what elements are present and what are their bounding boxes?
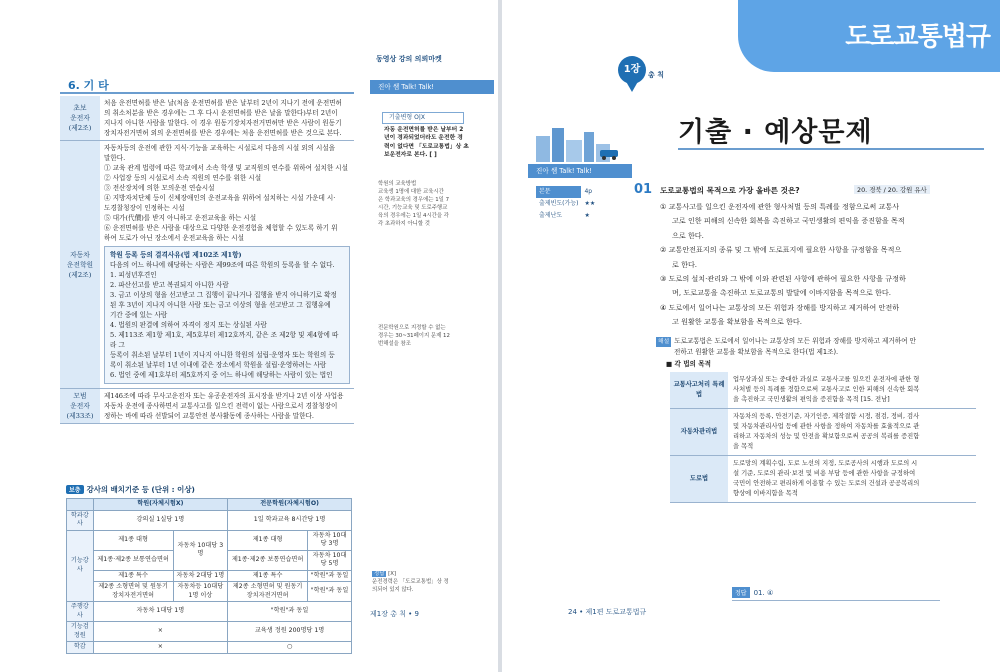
definition-line: 사처벌 등의 특례를 정함으로써 교통사고로 인한 피해의 신속한 회복 [733,386,920,393]
label-line: (제2조) [68,124,92,132]
table-cell: 자동차등 10대당 1명 이상 [173,582,228,602]
table-cell: "학원"과 동일 [308,582,352,602]
subbox-line: 4. 법원의 판결에 의하여 자격이 정지 또는 상실된 사람 [110,321,267,329]
definition-body [728,372,976,409]
definition-line: 자동차의 등록, 안전기준, 자기인증, 제작결함 시정, 점검, 정비, 검사 [733,413,920,420]
note-line: 각 초과하지 아니할 것 [378,221,431,227]
meta-key: 본문 [536,186,581,198]
table-cell: 자동차 10대당 5명 [308,550,352,570]
table-cell: 제1종 특수 [228,570,308,582]
meta-value: ★ [584,212,590,219]
table-cell: × [93,622,227,642]
definition-label: 도로법 [670,456,728,503]
body-line: 하여 도로가 아닌 장소에서 운전교육을 하는 시설 [104,234,244,242]
right-page-footer: 24 • 제1편 도로교통법규 [568,608,647,616]
table-cell: 제1종·제2종 보통연습면허 [93,550,173,570]
definition-line: 리하고 자동차의 성능 및 안전을 확보함으로써 공공의 복리를 증진함 [733,433,920,440]
definition-line: 도로망의 계획수립, 도로 노선의 지정, 도로공사의 시행과 도로의 시 [733,460,918,467]
table-cell: 자동차 10대당 3명 [308,530,352,550]
answer-line: 운전경력은 「도로교통법」상 정 [372,579,449,585]
body-line: ⑥ 운전면허를 받은 사람을 대상으로 다양한 운전경험을 체험할 수 있도록 하기 위 [104,224,338,232]
subbox-line: 5. 제113조 제1항 제1호, 제5호부터 제12호까지, 같은 조 제2항 및 제4항에 따라 그 [110,331,339,349]
law-row-model-driver [60,389,354,424]
note-line: 번해설을 참조 [378,341,411,347]
city-illustration-icon [532,124,622,162]
table-cell: 강의실 1실당 1명 [93,510,227,530]
table-cell: 제2종 소형면허 및 원동기장치자전거면허 [228,582,308,602]
label-line: (제2조) [68,270,92,279]
talk-banner: 진아 쌤 Talk! Talk! [528,164,632,178]
label-line: 운전학원 [66,260,94,269]
label-line: 초보 [73,104,87,112]
definition-line: 을 목적 [733,443,754,450]
note-line: 시간, 기능교육 및 도로주행교 [378,205,448,211]
note-line: 경우는 30~31페이지 문제 12 [378,333,450,339]
question-meta [536,186,598,222]
subbox-line: 된 후 3년이 지나지 아니한 사람 또는 금고 이상의 형을 선고받고 그 집행유예 [110,301,331,309]
row-label: 기능강사 [67,530,94,602]
answer-value: [X] [388,571,397,577]
option-line: ③ 도로의 설치·관리와 그 밖에 이와 관련된 사항에 관하여 필요한 사항을 규정하 [660,274,906,284]
table-cell: 1일 학과교육 8시간당 1명 [228,510,352,530]
ox-line: 년이 경과되었더라도 운전한 경 [384,135,463,142]
row-label: 학과강사 [67,510,94,530]
table-cell: × [93,642,227,654]
definition-line: 향상에 이바지함을 목적 [733,490,798,497]
definition-line: 을 촉진하고 국민생활의 편익을 증진함을 목적 [15. 전남] [733,396,890,403]
table-cell: ○ [228,642,352,654]
note-line: 교육생 1명에 대한 교육시간 [378,189,444,195]
definition-line: 및 자동차관리사업 등에 관한 사항을 정하여 자동차를 효율적으로 관 [733,423,920,430]
note-line: 학원의 교육방법 [378,181,417,187]
definitions-heading: ■ 각 법의 목적 [666,360,711,368]
option-line: ① 교통사고를 일으킨 운전자에 관한 형사처벌 등의 특례를 정함으로써 교통사 [660,202,900,211]
answer-options [660,200,978,330]
table-row [670,456,976,503]
explanation-line: 도로교통법은 도로에서 일어나는 교통상의 모든 위험과 장해를 방지하고 제거하여 안 [674,337,917,345]
meta-value: 4p [584,188,593,195]
law-label [60,141,100,389]
left-page [0,0,498,672]
option-line: 고로 인한 피해의 신속한 회복을 촉진하고 국민생활의 편익을 증진함을 목적 [672,216,905,226]
answer-line: 의되어 있지 않다. [372,587,414,593]
answer-label: 정답 [374,571,385,577]
corner-cell [67,499,94,511]
table-row [67,622,352,642]
table-row [670,372,976,409]
supplement-badge: 보충 [66,485,84,494]
option-line: ④ 도로에서 일어나는 교통상의 모든 위험과 장해를 방지하고 제거하여 안전하 [660,302,900,312]
subbox-line: 기간 중에 있는 사람 [110,311,168,319]
definition-label: 자동차관리법 [670,409,728,456]
law-purpose-table [670,372,976,503]
law-body [100,96,354,141]
body-line: 자동차등의 운전에 관한 지식·기능을 교육하는 시설로서 다음의 시설 외의 시설을 [104,144,336,152]
body-line: ⑤ 대가(代價)를 받지 아니하고 운전교육을 하는 시설 [104,214,257,222]
body-line: ③ 전산장치에 의한 모의운전 연습시설 [104,184,215,192]
explanation-badge: 해설 [658,339,670,345]
definition-body [728,456,976,503]
row-label: 주행강사 [67,602,94,622]
table-row [67,602,352,622]
question-text: 도로교통법의 목적으로 가장 올바른 것은? [660,186,800,195]
body-line: 제146조에 따라 무사고운전자 또는 유공운전자의 표시장을 받거나 2년 이상 사업용 [104,392,344,400]
option-line: 으로 한다. [672,230,704,240]
subbox-line: 1. 피성년후견인 [110,271,157,279]
question-number: 01 [634,182,653,197]
answer-badge: 정답 [732,587,750,598]
table-row [670,409,976,456]
subbox-line: 6. 법인 중에 제1호부터 제5호까지 중 어느 하나에 해당하는 사람이 있는 법인 [110,371,333,379]
note-line: 육의 경우에는 1일 4시간을 각 [378,213,449,219]
table-row [67,582,352,602]
law-body [100,389,354,424]
talk-banner: 진아 쌤 Talk! Talk! [370,80,494,94]
right-page [502,0,1000,672]
definition-line: 설 기준, 도로의 관리·보전 및 비용 부담 등에 관한 사항을 규정하여 [733,470,916,477]
note-line: 전문학원으로 지정할 수 없는 [378,325,446,331]
option-line: 로 한다. [672,259,698,269]
option-4[interactable] [660,301,978,330]
table-cell: 교육생 정원 200명당 1명 [228,622,352,642]
banner-title: 도로교통법규 [845,22,990,52]
definition-label: 교통사고처리 특례법 [670,372,728,409]
law-row-driving-school [60,141,354,389]
table-cell: 자동차 10대당 3명 [173,530,228,570]
side-answer [372,570,482,594]
label-line: 운전자 [70,402,90,410]
note-line: 은 학과교육의 경우에는 1일 7 [378,197,449,203]
body-line: 처음 운전면허를 받은 날(처음 운전면허를 받은 날부터 2년이 지나기 전에 운전면허 [104,99,342,107]
table-cell: 제2종 소형면허 및 원동기장치자전거면허 [93,582,173,602]
body-line: ② 사업장 등의 시설로서 소속 직원의 연수를 위한 시설 [104,174,262,182]
chapter-pin-icon: 1장 [618,56,646,84]
meta-value: ★★ [584,200,596,207]
label-line: 자동차 [70,250,90,259]
table-row [67,530,352,550]
law-definitions-table [60,96,354,424]
body-line: 말한다. [104,154,126,162]
body-line: 도경찰청장이 인정하는 시설 [104,204,185,212]
ox-line: 력이 없다면 「도로교통법」상 초 [384,143,469,150]
ox-question [384,126,488,160]
subbox-line: 등록이 취소된 날부터 1년이 지나지 아니한 학원의 설립·운영자 또는 학원의 등 [110,351,335,359]
explanation-line: 전하고 원활한 교통을 확보함을 목적으로 한다(법 제1조). [674,348,839,356]
label-line: (제33조) [66,412,94,420]
table-cell: 제1종 대형 [228,530,308,550]
definition-line: 업무상과실 또는 중대한 과실로 교통사고를 일으킨 운전자에 관한 형 [733,376,920,383]
law-label [60,96,100,141]
option-line: 고 원활한 교통을 확보함을 목적으로 한다. [672,317,803,327]
disqualification-box [104,246,350,384]
table-cell: 제1종 대형 [93,530,173,550]
subbox-line: 2. 파산선고를 받고 복권되지 아니한 사람 [110,281,229,289]
table-row [67,642,352,654]
subbox-line: 3. 금고 이상의 형을 선고받고 그 집행이 끝나거나 집행을 받지 아니하기로 확정 [110,291,337,299]
explanation [656,336,980,369]
left-page-footer: 제1장 총 칙 • 9 [370,610,419,618]
section-rule [60,92,354,94]
table-cell: 자동차 1대당 1명 [93,602,227,622]
ox-line: 자동 운전면허를 받은 날부터 2 [384,127,464,133]
page-title: 기출 · 예상문제 [678,117,873,148]
staff-standards-table [66,498,352,654]
subbox-line: 다음의 어느 하나에 해당하는 사람은 제99조에 따른 학원의 등록을 할 수 없다. [110,261,335,269]
ox-label: 기출변형 O|X [382,112,464,124]
label-line: 운전자 [70,114,90,122]
definition-line: 국민이 안전하고 편리하게 이용할 수 있는 도로의 건설과 공공복리의 [733,480,920,487]
law-label [60,389,100,424]
option-3[interactable] [660,272,978,301]
option-1[interactable] [660,200,978,243]
law-row-novice [60,96,354,141]
label-line: 모범 [73,392,87,400]
body-line: 장치자전거면허 외의 운전면허를 받은 경우에는 처음 운전면허를 받은 것으로 본다. [104,129,342,137]
row-label: 기능검정원 [67,622,94,642]
meta-key: 출제난도 [539,212,563,219]
table-cell: "학원"과 동일 [228,602,352,622]
law-body [100,141,354,389]
col-header: 전문학원(자체시험O) [228,499,352,511]
supplement-title: 강사의 배치기준 등 (단위 : 이상) [86,485,195,494]
body-line: 의 취소처분을 받은 경우에는 그 후 다시 운전면허를 받은 날을 말한다)부터 2년이 [104,109,338,117]
table-row [67,570,352,582]
table-cell: 제1종·제2종 보통연습면허 [228,550,308,570]
table-cell: 제1종 특수 [93,570,173,582]
body-line: ① 교육 관계 법령에 따른 학교에서 소속 학생 및 교직원의 연수를 위하여 설치한 시설 [104,164,349,172]
option-line: 며, 도로교통을 촉진하고 도로교통의 발달에 이바지함을 목적으로 한다. [672,288,892,298]
body-line: ④ 지방자치단체 등이 신체장애인의 운전교육을 위하여 설치하는 시설 가운데 시· [104,194,336,202]
row-label: 학감 [67,642,94,654]
table-cell: 자동차 2대당 1명 [173,570,228,582]
option-2[interactable] [660,243,978,272]
question-source-tag: 20. 경북 / 20. 강원 유사 [854,185,930,194]
answer-box [732,580,940,601]
meta-key: 출제빈도(가능) [539,200,579,207]
table-row [67,510,352,530]
definition-body [728,409,976,456]
chapter-name: 총 칙 [648,71,664,79]
title-rule [678,148,984,150]
option-line: ② 교통안전표지의 종류 및 그 밖에 도로표지에 필요한 사항을 규정함을 목적으 [660,245,902,255]
course-label: 동영상 강의 의뢰마켓 [376,55,442,63]
side-note-reference [378,324,486,348]
section-title: 6. 기 타 [68,79,109,92]
table-cell: "학원"과 동일 [308,570,352,582]
body-line: 자동차 운전에 종사하면서 교통사고를 일으킨 전력이 없는 사람으로서 경찰청장이 [104,402,338,410]
subbox-line: 록이 취소된 날부터 1년 이내에 같은 장소에서 학원을 설립·운영하려는 사람 [110,361,327,369]
body-line: 정하는 바에 따라 선발되어 교통안전 봉사활동에 종사하는 사람을 말한다. [104,412,314,420]
col-header: 학원(자체시험X) [93,499,227,511]
side-note-teaching [378,180,486,228]
supplement-heading [66,484,195,495]
body-line: 지나지 아니한 사람을 말한다. 이 경우 원동기장치자전거면허만 받은 사람이 원동기 [104,119,342,127]
ox-line: 보운전자로 본다. [ ] [384,152,437,159]
answer-value: 01. ④ [753,589,774,597]
subbox-title: 학원 등록 등의 결격사유(법 제102조 제1항) [110,251,242,259]
